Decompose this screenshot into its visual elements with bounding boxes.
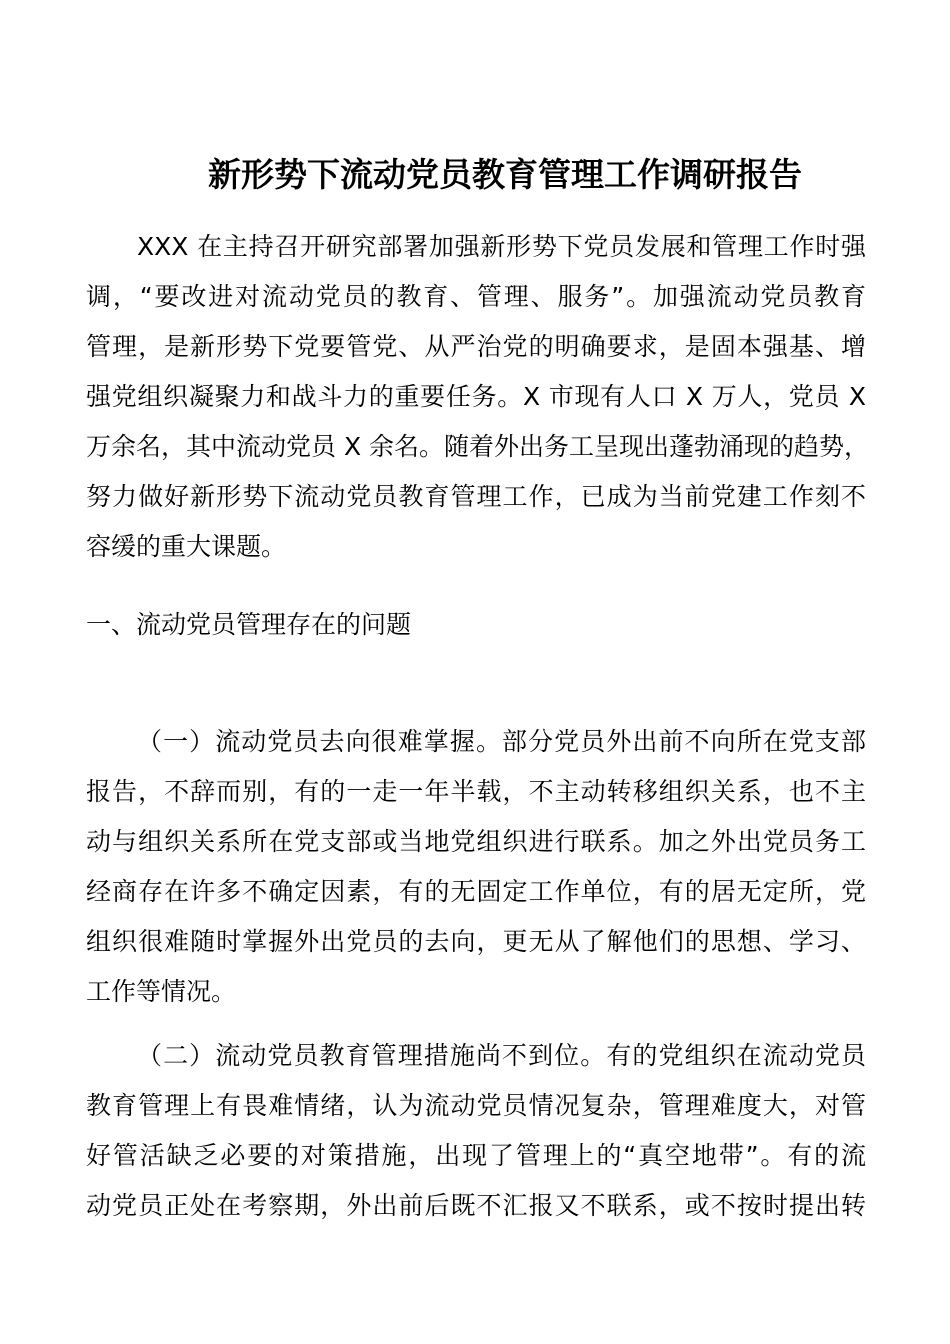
document-title: 新形势下流动党员教育管理工作调研报告	[208, 155, 802, 194]
intro-line-2: 调，“要改进对流动党员的教育、管理、服务”。加强流动党员教育	[86, 282, 866, 311]
para-2-line-4: 动党员正处在考察期，外出前后既不汇报又不联系，或不按时提出转	[86, 1191, 866, 1220]
intro-line-3: 管理，是新形势下党要管党、从严治党的明确要求，是固本强基、增	[86, 332, 866, 361]
intro-line-7: 容缓的重大课题。	[86, 532, 287, 561]
para-1-line-3: 动与组织关系所在党支部或当地党组织进行联系。加之外出党员务工	[86, 827, 866, 856]
intro-line-6: 努力做好新形势下流动党员教育管理工作，已成为当前党建工作刻不	[86, 482, 866, 511]
para-2-line-1: （二）流动党员教育管理措施尚不到位。有的党组织在流动党员	[137, 1041, 866, 1070]
para-1-line-1: （一）流动党员去向很难掌握。部分党员外出前不向所在党支部	[137, 727, 866, 756]
section-heading-1: 一、流动党员管理存在的问题	[86, 610, 412, 639]
intro-line-4: 强党组织凝聚力和战斗力的重要任务。X 市现有人口 X 万人，党员 X	[86, 382, 866, 411]
para-1-line-5: 组织很难随时掌握外出党员的去向，更无从了解他们的思想、学习、	[86, 927, 866, 956]
intro-line-5: 万余名，其中流动党员 X 余名。随着外出务工呈现出蓬勃涌现的趋势，	[86, 432, 870, 461]
para-1-line-6: 工作等情况。	[86, 977, 237, 1006]
intro-line-1: XXX 在主持召开研究部署加强新形势下党员发展和管理工作时强	[137, 232, 866, 261]
para-2-line-2: 教育管理上有畏难情绪，认为流动党员情况复杂，管理难度大，对管	[86, 1091, 866, 1120]
para-1-line-4: 经商存在许多不确定因素，有的无固定工作单位，有的居无定所，党	[86, 877, 866, 906]
para-1-line-2: 报告，不辞而别，有的一走一年半载，不主动转移组织关系，也不主	[86, 777, 866, 806]
para-2-line-3: 好管活缺乏必要的对策措施，出现了管理上的“真空地带”。有的流	[86, 1141, 866, 1170]
